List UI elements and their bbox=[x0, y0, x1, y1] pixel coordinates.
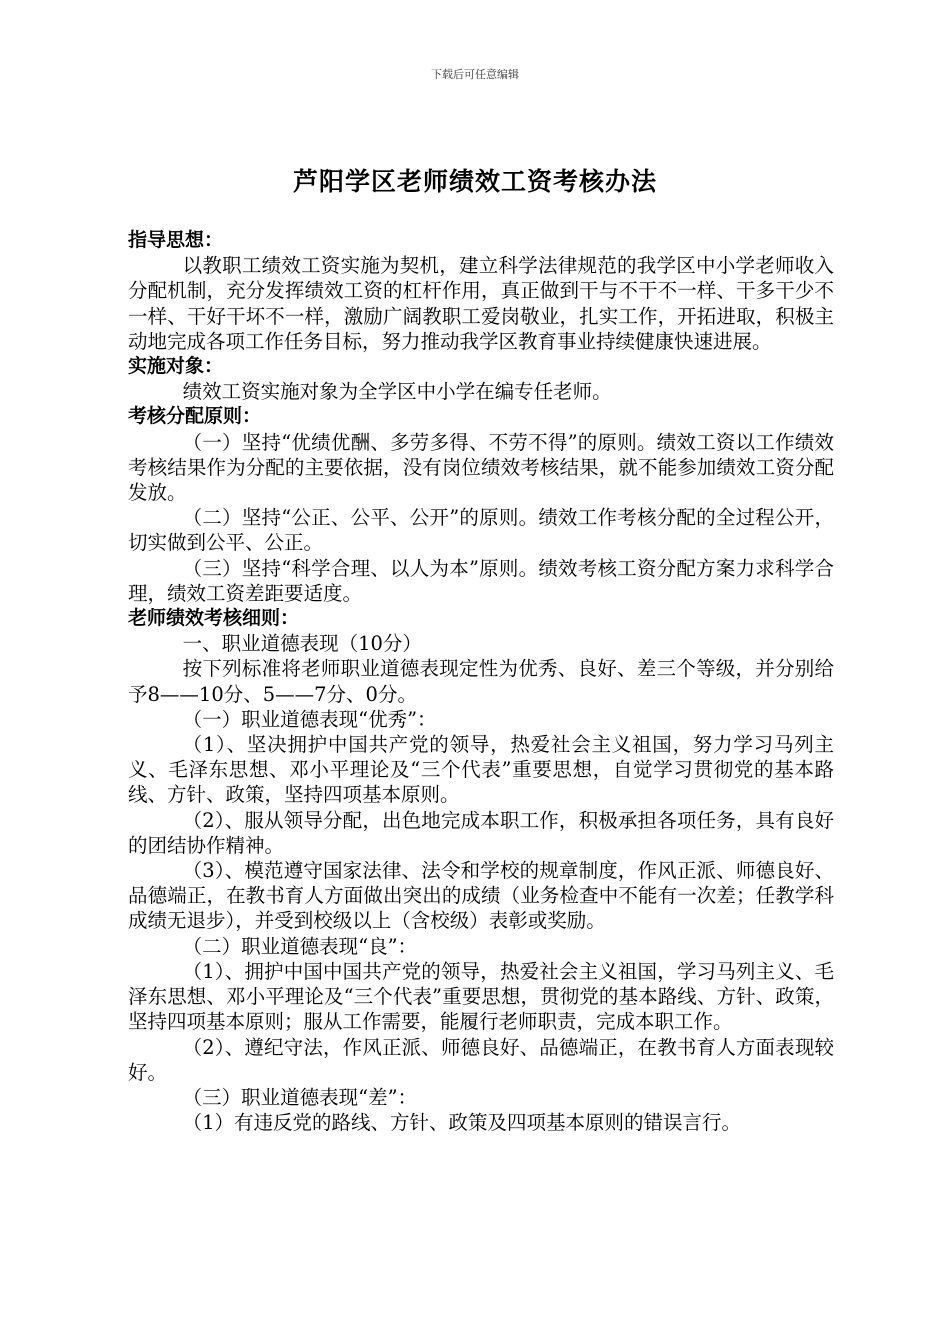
paragraph: 以教职工绩效工资实施为契机，建立科学法律规范的我学区中小学老师收入分配机制，充分发挥绩效工资的杠杆作用，真正做到干与不干不一样、干多干少不一样、干好干坏不一样，激励广阔教职工爱岗敬业，扎实工作，开拓进取，积极主动地完成各项工作任务目标，努力推动我学区教育事业持续健康快速进展。 bbox=[128, 254, 834, 353]
section-heading: 老师绩效考核细则： bbox=[128, 607, 300, 630]
paragraph: （1）、拥护中国中国共产党的领导，热爱社会主义祖国，学习马列主义、毛泽东思想、邓小平理论及“三个代表”重要思想，贯彻党的基本路线、方针、政策，坚持四项基本原则；服从工作需要，能履行老师职责，完成本职工作。 bbox=[128, 959, 834, 1034]
paragraph: （一）坚持“优绩优酬、多劳多得、不劳不得”的原则。绩效工资以工作绩效考核结果作为分配的主要依据，没有岗位绩效考核结果，就不能参加绩效工资分配发放。 bbox=[128, 430, 834, 505]
paragraph: 绩效工资实施对象为全学区中小学在编专任老师。 bbox=[182, 380, 612, 404]
header-note: 下载后可任意编辑 bbox=[431, 68, 519, 81]
section-rules bbox=[128, 606, 834, 1135]
paragraph: 按下列标准将老师职业道德表现定性为优秀、良好、差三个等级，并分别给予8——10分、5——7分、0分。 bbox=[128, 657, 834, 706]
paragraph: （二）坚持“公正、公平、公开”的原则。绩效工作考核分配的全过程公开，切实做到公平、公正。 bbox=[128, 506, 834, 555]
document-title: 芦阳学区老师绩效工资考核办法 bbox=[292, 167, 657, 196]
paragraph: （1）、坚决拥护中国共产党的领导，热爱社会主义祖国，努力学习马列主义、毛泽东思想、邓小平理论及“三个代表”重要思想，自觉学习贯彻党的基本路线、方针、政策，坚持四项基本原则。 bbox=[128, 733, 834, 807]
document-body bbox=[128, 228, 834, 1135]
section-heading: 指导思想： bbox=[128, 229, 224, 251]
paragraph: （3）、模范遵守国家法律、法令和学校的规章制度，作风正派、师德良好、品德端正，在教书育人方面做出突出的成绩（业务检查中不能有一次差；任教学科成绩无退步），并受到校级以上（含校级）表彰或奖励。 bbox=[128, 859, 834, 933]
section-heading: 考核分配原则： bbox=[128, 405, 262, 428]
paragraph: （2）、服从领导分配，出色地完成本职工作，积极承担各项任务，具有良好的团结协作精神。 bbox=[128, 808, 834, 857]
section-heading: 实施对象： bbox=[128, 355, 224, 378]
section-guiding-thought bbox=[128, 228, 834, 354]
paragraph: （一）职业道德表现“优秀”： bbox=[182, 707, 437, 731]
paragraph: （二）职业道德表现“良”： bbox=[182, 934, 418, 958]
paragraph: 一、职业道德表现（10分） bbox=[182, 632, 422, 656]
paragraph: （三）坚持“科学合理、以人为本”原则。绩效考核工资分配方案力求科学合理，绩效工资差距要适度。 bbox=[128, 556, 834, 605]
paragraph: （2）、遵纪守法，作风正派、师德良好、品德端正，在教书育人方面表现较好。 bbox=[128, 1035, 834, 1084]
paragraph: （三）职业道德表现“差”： bbox=[182, 1085, 418, 1109]
paragraph: （1）有违反党的路线、方针、政策及四项基本原则的错误言行。 bbox=[182, 1111, 742, 1135]
section-principles bbox=[128, 404, 834, 606]
section-target bbox=[128, 354, 834, 404]
